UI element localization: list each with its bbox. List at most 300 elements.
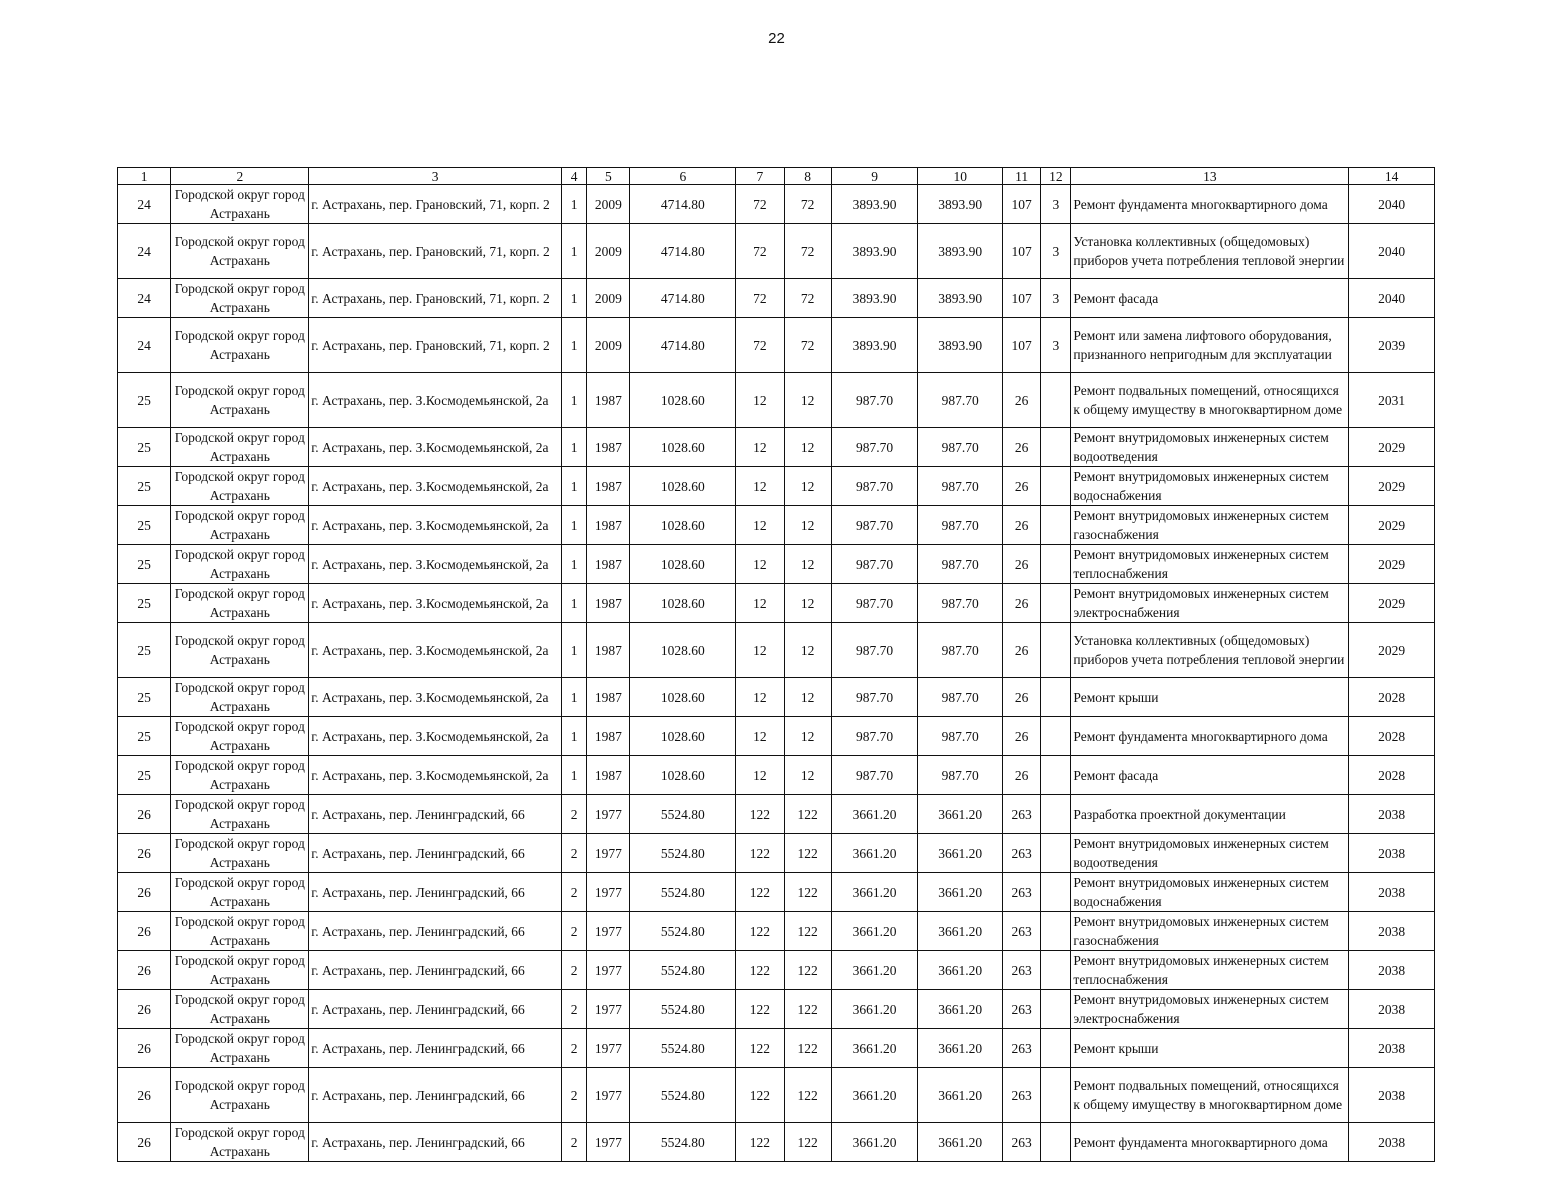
cell-municipality: Городской округ город Астрахань — [171, 584, 309, 623]
cell-floors: 2 — [562, 951, 587, 990]
cell-work-type: Ремонт подвальных помещений, относящихся к общему имуществу в многоквартирном доме — [1071, 1068, 1349, 1123]
table-row — [118, 545, 1435, 584]
cell-col-11: 26 — [1002, 373, 1040, 428]
cell-floors: 1 — [562, 428, 587, 467]
cell-number: 25 — [118, 623, 171, 678]
cell-number: 26 — [118, 912, 171, 951]
cell-work-type: Ремонт фасада — [1071, 756, 1349, 795]
cell-col-8: 122 — [784, 795, 831, 834]
cell-col-9: 3893.90 — [831, 185, 918, 224]
cell-work-type: Ремонт внутридомовых инженерных систем электроснабжения — [1071, 584, 1349, 623]
cell-col-12 — [1041, 1029, 1071, 1068]
cell-col-9: 3893.90 — [831, 318, 918, 373]
cell-work-type: Ремонт подвальных помещений, относящихся к общему имуществу в многоквартирном доме — [1071, 373, 1349, 428]
cell-col-11: 263 — [1002, 1123, 1040, 1162]
cell-col-12 — [1041, 834, 1071, 873]
cell-col-11: 26 — [1002, 623, 1040, 678]
cell-year: 1987 — [587, 506, 630, 545]
cell-col-7: 122 — [736, 1029, 784, 1068]
cell-municipality: Городской округ город Астрахань — [171, 1123, 309, 1162]
column-header: 14 — [1349, 168, 1435, 185]
cell-address: г. Астрахань, пер. Ленинградский, 66 — [309, 1123, 562, 1162]
cell-col-10: 987.70 — [918, 545, 1003, 584]
cell-address: г. Астрахань, пер. З.Космодемьянской, 2а — [309, 584, 562, 623]
cell-col-7: 12 — [736, 623, 784, 678]
cell-col-8: 122 — [784, 873, 831, 912]
cell-col-8: 72 — [784, 185, 831, 224]
table-row — [118, 834, 1435, 873]
cell-col-9: 987.70 — [831, 428, 918, 467]
column-header: 5 — [587, 168, 630, 185]
cell-number: 25 — [118, 678, 171, 717]
cell-col-8: 12 — [784, 717, 831, 756]
cell-floors: 2 — [562, 795, 587, 834]
cell-col-12 — [1041, 756, 1071, 795]
cell-col-9: 987.70 — [831, 756, 918, 795]
cell-total-area: 5524.80 — [630, 1123, 736, 1162]
cell-municipality: Городской округ город Астрахань — [171, 1068, 309, 1123]
cell-col-11: 263 — [1002, 1068, 1040, 1123]
cell-number: 26 — [118, 834, 171, 873]
cell-col-7: 72 — [736, 318, 784, 373]
table-row — [118, 318, 1435, 373]
cell-planned-year: 2038 — [1349, 1068, 1435, 1123]
cell-floors: 2 — [562, 912, 587, 951]
cell-col-9: 3893.90 — [831, 279, 918, 318]
cell-planned-year: 2031 — [1349, 373, 1435, 428]
cell-col-11: 263 — [1002, 990, 1040, 1029]
cell-col-12 — [1041, 428, 1071, 467]
cell-address: г. Астрахань, пер. З.Космодемьянской, 2а — [309, 623, 562, 678]
cell-col-9: 3893.90 — [831, 224, 918, 279]
cell-address: г. Астрахань, пер. Ленинградский, 66 — [309, 1068, 562, 1123]
cell-planned-year: 2029 — [1349, 467, 1435, 506]
cell-col-8: 12 — [784, 678, 831, 717]
cell-address: г. Астрахань, пер. Ленинградский, 66 — [309, 912, 562, 951]
column-header: 13 — [1071, 168, 1349, 185]
table-row — [118, 1068, 1435, 1123]
cell-work-type: Ремонт внутридомовых инженерных систем теплоснабжения — [1071, 951, 1349, 990]
cell-municipality: Городской округ город Астрахань — [171, 873, 309, 912]
cell-year: 1977 — [587, 834, 630, 873]
cell-col-7: 122 — [736, 990, 784, 1029]
cell-municipality: Городской округ город Астрахань — [171, 428, 309, 467]
column-header: 3 — [309, 168, 562, 185]
cell-year: 1987 — [587, 428, 630, 467]
cell-col-7: 122 — [736, 834, 784, 873]
cell-number: 25 — [118, 373, 171, 428]
cell-floors: 2 — [562, 1068, 587, 1123]
cell-floors: 1 — [562, 506, 587, 545]
table-row — [118, 951, 1435, 990]
cell-municipality: Городской округ город Астрахань — [171, 795, 309, 834]
cell-planned-year: 2038 — [1349, 795, 1435, 834]
cell-col-7: 12 — [736, 756, 784, 795]
cell-planned-year: 2040 — [1349, 185, 1435, 224]
cell-work-type: Установка коллективных (общедомовых) приборов учета потребления тепловой энергии — [1071, 224, 1349, 279]
cell-col-8: 72 — [784, 224, 831, 279]
cell-col-9: 3661.20 — [831, 912, 918, 951]
cell-col-12 — [1041, 545, 1071, 584]
cell-floors: 2 — [562, 873, 587, 912]
cell-year: 2009 — [587, 279, 630, 318]
cell-municipality: Городской округ город Астрахань — [171, 373, 309, 428]
cell-col-11: 263 — [1002, 1029, 1040, 1068]
cell-planned-year: 2038 — [1349, 1029, 1435, 1068]
cell-col-10: 987.70 — [918, 756, 1003, 795]
cell-col-8: 12 — [784, 545, 831, 584]
cell-col-10: 3661.20 — [918, 990, 1003, 1029]
cell-floors: 2 — [562, 834, 587, 873]
cell-col-9: 987.70 — [831, 678, 918, 717]
cell-address: г. Астрахань, пер. З.Космодемьянской, 2а — [309, 373, 562, 428]
cell-floors: 1 — [562, 678, 587, 717]
cell-planned-year: 2038 — [1349, 873, 1435, 912]
cell-total-area: 1028.60 — [630, 428, 736, 467]
cell-col-11: 26 — [1002, 428, 1040, 467]
table-row — [118, 1123, 1435, 1162]
cell-year: 1987 — [587, 756, 630, 795]
cell-col-12 — [1041, 1068, 1071, 1123]
cell-col-12 — [1041, 467, 1071, 506]
cell-work-type: Ремонт внутридомовых инженерных систем водоснабжения — [1071, 467, 1349, 506]
cell-col-9: 3661.20 — [831, 873, 918, 912]
cell-col-7: 122 — [736, 951, 784, 990]
cell-year: 1977 — [587, 873, 630, 912]
cell-floors: 1 — [562, 584, 587, 623]
cell-col-11: 26 — [1002, 678, 1040, 717]
cell-col-12 — [1041, 678, 1071, 717]
cell-col-7: 12 — [736, 584, 784, 623]
cell-work-type: Установка коллективных (общедомовых) приборов учета потребления тепловой энергии — [1071, 623, 1349, 678]
cell-col-9: 3661.20 — [831, 1029, 918, 1068]
cell-col-11: 26 — [1002, 506, 1040, 545]
cell-municipality: Городской округ город Астрахань — [171, 756, 309, 795]
cell-col-8: 122 — [784, 1029, 831, 1068]
cell-address: г. Астрахань, пер. Грановский, 71, корп. 2 — [309, 224, 562, 279]
cell-year: 2009 — [587, 318, 630, 373]
cell-floors: 1 — [562, 224, 587, 279]
cell-total-area: 1028.60 — [630, 717, 736, 756]
cell-col-8: 122 — [784, 834, 831, 873]
cell-planned-year: 2040 — [1349, 224, 1435, 279]
cell-planned-year: 2038 — [1349, 1123, 1435, 1162]
cell-col-9: 987.70 — [831, 467, 918, 506]
cell-col-11: 263 — [1002, 795, 1040, 834]
cell-work-type: Ремонт фундамента многоквартирного дома — [1071, 1123, 1349, 1162]
column-header: 10 — [918, 168, 1003, 185]
cell-planned-year: 2029 — [1349, 545, 1435, 584]
cell-col-9: 3661.20 — [831, 1068, 918, 1123]
cell-number: 24 — [118, 318, 171, 373]
cell-floors: 1 — [562, 467, 587, 506]
cell-work-type: Ремонт внутридомовых инженерных систем водоотведения — [1071, 428, 1349, 467]
cell-municipality: Городской округ город Астрахань — [171, 318, 309, 373]
cell-work-type: Ремонт крыши — [1071, 1029, 1349, 1068]
cell-planned-year: 2038 — [1349, 951, 1435, 990]
cell-total-area: 5524.80 — [630, 1029, 736, 1068]
cell-address: г. Астрахань, пер. З.Космодемьянской, 2а — [309, 756, 562, 795]
table-row — [118, 506, 1435, 545]
table-row — [118, 467, 1435, 506]
cell-col-11: 107 — [1002, 279, 1040, 318]
cell-work-type: Ремонт внутридомовых инженерных систем водоотведения — [1071, 834, 1349, 873]
cell-address: г. Астрахань, пер. Ленинградский, 66 — [309, 834, 562, 873]
cell-col-10: 3661.20 — [918, 1068, 1003, 1123]
table-row — [118, 678, 1435, 717]
table-row — [118, 428, 1435, 467]
cell-work-type: Ремонт или замена лифтового оборудования, признанного непригодным для эксплуатации — [1071, 318, 1349, 373]
cell-year: 1987 — [587, 717, 630, 756]
cell-address: г. Астрахань, пер. З.Космодемьянской, 2а — [309, 428, 562, 467]
cell-col-12 — [1041, 623, 1071, 678]
cell-number: 26 — [118, 951, 171, 990]
cell-total-area: 5524.80 — [630, 912, 736, 951]
cell-address: г. Астрахань, пер. Грановский, 71, корп. 2 — [309, 279, 562, 318]
cell-planned-year: 2029 — [1349, 506, 1435, 545]
table-row — [118, 279, 1435, 318]
column-header: 9 — [831, 168, 918, 185]
cell-year: 1987 — [587, 373, 630, 428]
cell-col-12 — [1041, 1123, 1071, 1162]
table-row — [118, 224, 1435, 279]
cell-col-12 — [1041, 795, 1071, 834]
cell-col-8: 12 — [784, 428, 831, 467]
cell-number: 26 — [118, 873, 171, 912]
cell-total-area: 1028.60 — [630, 545, 736, 584]
cell-municipality: Городской округ город Астрахань — [171, 224, 309, 279]
cell-number: 26 — [118, 1068, 171, 1123]
cell-municipality: Городской округ город Астрахань — [171, 990, 309, 1029]
cell-total-area: 5524.80 — [630, 1068, 736, 1123]
cell-planned-year: 2028 — [1349, 717, 1435, 756]
cell-col-11: 107 — [1002, 185, 1040, 224]
cell-col-10: 987.70 — [918, 678, 1003, 717]
cell-total-area: 1028.60 — [630, 756, 736, 795]
cell-planned-year: 2038 — [1349, 990, 1435, 1029]
cell-col-10: 987.70 — [918, 373, 1003, 428]
column-header: 2 — [171, 168, 309, 185]
cell-floors: 1 — [562, 373, 587, 428]
cell-col-12 — [1041, 506, 1071, 545]
cell-col-8: 122 — [784, 1123, 831, 1162]
cell-col-10: 987.70 — [918, 623, 1003, 678]
cell-col-11: 26 — [1002, 717, 1040, 756]
cell-floors: 2 — [562, 1029, 587, 1068]
cell-col-9: 3661.20 — [831, 795, 918, 834]
column-header: 6 — [630, 168, 736, 185]
cell-col-10: 3893.90 — [918, 279, 1003, 318]
cell-number: 25 — [118, 717, 171, 756]
table-row — [118, 373, 1435, 428]
cell-col-10: 3661.20 — [918, 834, 1003, 873]
cell-municipality: Городской округ город Астрахань — [171, 185, 309, 224]
cell-col-10: 3893.90 — [918, 224, 1003, 279]
cell-col-7: 12 — [736, 467, 784, 506]
cell-col-10: 3661.20 — [918, 912, 1003, 951]
cell-col-12 — [1041, 951, 1071, 990]
cell-col-7: 122 — [736, 1068, 784, 1123]
cell-address: г. Астрахань, пер. З.Космодемьянской, 2а — [309, 717, 562, 756]
cell-col-9: 987.70 — [831, 584, 918, 623]
cell-work-type: Ремонт внутридомовых инженерных систем газоснабжения — [1071, 912, 1349, 951]
cell-year: 1977 — [587, 795, 630, 834]
column-header: 11 — [1002, 168, 1040, 185]
cell-col-10: 3661.20 — [918, 1123, 1003, 1162]
cell-col-7: 12 — [736, 545, 784, 584]
column-header: 7 — [736, 168, 784, 185]
cell-col-12 — [1041, 717, 1071, 756]
cell-municipality: Городской округ город Астрахань — [171, 279, 309, 318]
cell-col-10: 3661.20 — [918, 795, 1003, 834]
table-row — [118, 795, 1435, 834]
cell-work-type: Ремонт внутридомовых инженерных систем водоснабжения — [1071, 873, 1349, 912]
cell-col-9: 3661.20 — [831, 1123, 918, 1162]
cell-col-12: 3 — [1041, 279, 1071, 318]
cell-col-11: 107 — [1002, 224, 1040, 279]
cell-address: г. Астрахань, пер. З.Космодемьянской, 2а — [309, 467, 562, 506]
cell-address: г. Астрахань, пер. З.Космодемьянской, 2а — [309, 545, 562, 584]
cell-address: г. Астрахань, пер. Ленинградский, 66 — [309, 1029, 562, 1068]
cell-year: 1987 — [587, 584, 630, 623]
table-row — [118, 623, 1435, 678]
cell-address: г. Астрахань, пер. Ленинградский, 66 — [309, 990, 562, 1029]
cell-col-8: 122 — [784, 951, 831, 990]
cell-col-12 — [1041, 373, 1071, 428]
cell-number: 25 — [118, 428, 171, 467]
cell-municipality: Городской округ город Астрахань — [171, 506, 309, 545]
cell-col-7: 12 — [736, 678, 784, 717]
cell-address: г. Астрахань, пер. Ленинградский, 66 — [309, 873, 562, 912]
cell-col-11: 26 — [1002, 467, 1040, 506]
cell-col-10: 3893.90 — [918, 318, 1003, 373]
cell-col-11: 263 — [1002, 873, 1040, 912]
cell-col-9: 987.70 — [831, 506, 918, 545]
table-row — [118, 1029, 1435, 1068]
cell-total-area: 5524.80 — [630, 951, 736, 990]
cell-col-8: 122 — [784, 990, 831, 1029]
cell-planned-year: 2038 — [1349, 912, 1435, 951]
cell-planned-year: 2038 — [1349, 834, 1435, 873]
cell-col-8: 12 — [784, 584, 831, 623]
cell-address: г. Астрахань, пер. Ленинградский, 66 — [309, 795, 562, 834]
cell-total-area: 1028.60 — [630, 467, 736, 506]
cell-planned-year: 2040 — [1349, 279, 1435, 318]
cell-floors: 1 — [562, 185, 587, 224]
cell-year: 1977 — [587, 951, 630, 990]
cell-col-7: 12 — [736, 506, 784, 545]
cell-col-10: 987.70 — [918, 584, 1003, 623]
cell-col-12 — [1041, 873, 1071, 912]
cell-col-8: 122 — [784, 1068, 831, 1123]
cell-municipality: Городской округ город Астрахань — [171, 912, 309, 951]
cell-number: 24 — [118, 224, 171, 279]
cell-work-type: Ремонт внутридомовых инженерных систем газоснабжения — [1071, 506, 1349, 545]
cell-col-8: 12 — [784, 623, 831, 678]
cell-municipality: Городской округ город Астрахань — [171, 623, 309, 678]
cell-floors: 1 — [562, 318, 587, 373]
cell-total-area: 5524.80 — [630, 795, 736, 834]
cell-total-area: 5524.80 — [630, 990, 736, 1029]
column-header: 12 — [1041, 168, 1071, 185]
cell-total-area: 5524.80 — [630, 873, 736, 912]
cell-address: г. Астрахань, пер. З.Космодемьянской, 2а — [309, 506, 562, 545]
cell-year: 1977 — [587, 990, 630, 1029]
cell-col-8: 72 — [784, 318, 831, 373]
cell-address: г. Астрахань, пер. Ленинградский, 66 — [309, 951, 562, 990]
cell-municipality: Городской округ город Астрахань — [171, 717, 309, 756]
cell-number: 25 — [118, 584, 171, 623]
cell-address: г. Астрахань, пер. З.Космодемьянской, 2а — [309, 678, 562, 717]
cell-total-area: 1028.60 — [630, 584, 736, 623]
cell-col-7: 72 — [736, 224, 784, 279]
cell-work-type: Ремонт фасада — [1071, 279, 1349, 318]
cell-col-10: 3661.20 — [918, 873, 1003, 912]
cell-total-area: 4714.80 — [630, 279, 736, 318]
cell-col-7: 122 — [736, 795, 784, 834]
cell-address: г. Астрахань, пер. Грановский, 71, корп. 2 — [309, 318, 562, 373]
cell-year: 1987 — [587, 545, 630, 584]
cell-col-10: 3893.90 — [918, 185, 1003, 224]
cell-col-8: 12 — [784, 756, 831, 795]
cell-year: 1977 — [587, 912, 630, 951]
cell-col-7: 122 — [736, 873, 784, 912]
table-row — [118, 990, 1435, 1029]
cell-planned-year: 2028 — [1349, 756, 1435, 795]
cell-col-7: 12 — [736, 717, 784, 756]
cell-year: 1987 — [587, 623, 630, 678]
cell-col-12 — [1041, 584, 1071, 623]
cell-col-8: 12 — [784, 467, 831, 506]
cell-col-11: 26 — [1002, 584, 1040, 623]
cell-total-area: 1028.60 — [630, 506, 736, 545]
cell-work-type: Разработка проектной документации — [1071, 795, 1349, 834]
cell-number: 25 — [118, 756, 171, 795]
cell-col-8: 122 — [784, 912, 831, 951]
cell-number: 25 — [118, 467, 171, 506]
cell-col-9: 987.70 — [831, 717, 918, 756]
column-header: 8 — [784, 168, 831, 185]
cell-year: 1977 — [587, 1068, 630, 1123]
cell-number: 24 — [118, 279, 171, 318]
cell-municipality: Городской округ город Астрахань — [171, 834, 309, 873]
cell-number: 26 — [118, 1123, 171, 1162]
column-header: 1 — [118, 168, 171, 185]
cell-col-11: 263 — [1002, 834, 1040, 873]
cell-col-9: 3661.20 — [831, 951, 918, 990]
table-row — [118, 717, 1435, 756]
cell-col-8: 12 — [784, 506, 831, 545]
cell-col-9: 3661.20 — [831, 990, 918, 1029]
cell-number: 26 — [118, 990, 171, 1029]
cell-col-7: 122 — [736, 912, 784, 951]
cell-col-10: 987.70 — [918, 717, 1003, 756]
cell-total-area: 5524.80 — [630, 834, 736, 873]
cell-municipality: Городской округ город Астрахань — [171, 951, 309, 990]
cell-col-12: 3 — [1041, 185, 1071, 224]
cell-planned-year: 2029 — [1349, 584, 1435, 623]
cell-number: 24 — [118, 185, 171, 224]
cell-planned-year: 2039 — [1349, 318, 1435, 373]
table-row — [118, 584, 1435, 623]
cell-col-11: 107 — [1002, 318, 1040, 373]
table-row — [118, 185, 1435, 224]
cell-col-10: 987.70 — [918, 467, 1003, 506]
table-body — [118, 185, 1435, 1162]
cell-floors: 1 — [562, 623, 587, 678]
cell-col-12: 3 — [1041, 318, 1071, 373]
cell-total-area: 1028.60 — [630, 373, 736, 428]
